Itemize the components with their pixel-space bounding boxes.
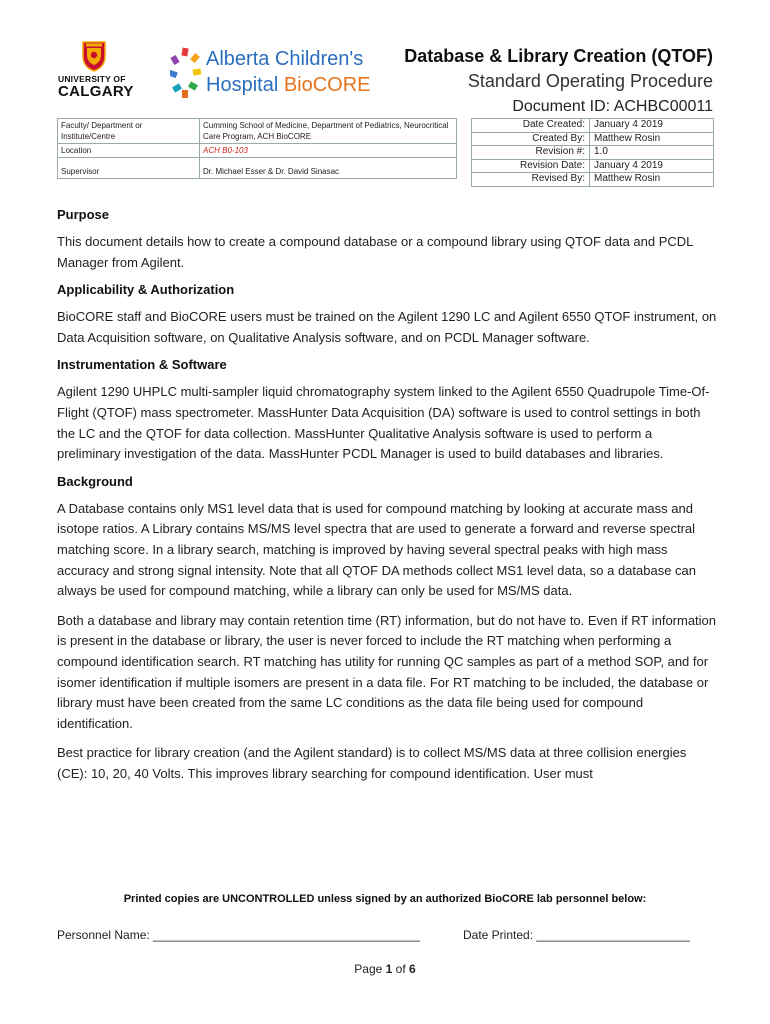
rev-key: Revision Date: [472,159,590,173]
rev-key: Date Created: [472,119,590,133]
paragraph-applicability: BioCORE staff and BioCORE users must be trained on the Agilent 1290 LC and Agilent 6550 QTOF instrument, on Data Acquisition software, on Qualitative Analysis software, and on PCDL Manager software. [57,309,717,345]
rev-value: January 4 2019 [590,159,714,173]
pinwheel-icon [170,46,204,100]
rev-row [472,173,714,187]
info-key: Supervisor [58,158,200,179]
rev-value: Matthew Rosin [590,132,714,146]
rev-row [472,132,714,146]
acb-text-line1: Alberta Children's [206,48,364,70]
heading-applicability: Applicability & Authorization [57,282,235,298]
info-value: Cumming School of Medicine, Department of Pediatrics, Neurocritical Care Program, ACH BioCORE [200,119,457,144]
info-row-location [58,144,457,158]
heading-background: Background [57,473,133,489]
document-title: Database & Library Creation (QTOF) [404,46,713,66]
info-value: ACH B0-103 [200,144,457,158]
info-row-supervisor [58,158,457,179]
rev-value: January 4 2019 [590,119,714,133]
acb-text-line2 [206,74,371,97]
info-value: Dr. Michael Esser & Dr. David Sinasac [200,158,457,179]
page-current: 1 [385,962,393,976]
page-label: Page [354,962,386,976]
rev-key: Revised By: [472,173,590,187]
paragraph-background-3: Best practice for library creation (and the Agilent standard) is to collect MS/MS data at three collision energies (CE): 10, 20, 40 Volts. This improves library searching for compound identification. User must [57,745,687,781]
page-total: 6 [409,962,416,976]
paragraph-background-1: A Database contains only MS1 level data that is used for compound matching by looking at accurate mass and isotope ratios. A Library contains MS/MS level spectra that are used to generate a forward and reverse spectral matching score. In a library search, matching is improved by having several spectral peaks with high mass accuracy and strong signal intensity. Note that all QTOF DA methods collect MS1 level data, so a database can always be used for compound matching, while a library can only be used for MS/MS data. [57,500,697,599]
rev-key: Revision #: [472,146,590,160]
info-table [57,118,457,179]
acb-text-hospital: Hospital [206,74,284,96]
info-key: Location [58,144,200,158]
acb-text-biocore: BioCORE [283,74,371,96]
revision-table [471,118,714,187]
document-subtitle: Standard Operating Procedure [467,71,713,91]
document-id: Document ID: ACHBC00011 [512,98,713,115]
crest-icon [81,40,107,72]
page-number [0,962,770,976]
paragraph-instrumentation: Agilent 1290 UHPLC multi-sampler liquid chromatography system linked to the Agilent 6550 Quadrupole Time-Of-Flight (QTOF) mass spectrometer. MassHunter Data Acquisition (DA) software is used to control settings in both the LC and the QTOF for data collection. MassHunter Qualitative Analysis software is used to perform a preliminary investigation of the data. MassHunter PCDL Manager is used to build databases and libraries. [57,384,710,462]
uncontrolled-copy-note: Printed copies are UNCONTROLLED unless signed by an authorized BioCORE lab personnel below: [123,893,647,905]
uc-text-line1: UNIVERSITY OF [58,74,126,84]
uc-text-line2: CALGARY [58,83,134,100]
title-block [404,46,713,116]
acb-biocore-logo [170,44,390,102]
paragraph-background-2: Both a database and library may contain retention time (RT) information, but do not have to. Even if RT information is present in the database or library, the user is never forced to include the RT matching when performing a compound identification search. RT matching has utility for running QC samples as part of a method SOP, and for isomer identification if multiple isomers are present in a data file. For RT matching to be included, the database or library must have been created from the same LC conditions as the data file being used for compound identification. [57,612,717,731]
rev-row [472,146,714,160]
heading-purpose: Purpose [57,207,110,222]
date-printed-field: Date Printed: _______________________ [463,928,690,942]
page-of: of [392,962,410,976]
personnel-name-field: Personnel Name: ________________________________________ [57,928,420,942]
university-of-calgary-logo [54,40,138,102]
document-body [57,207,717,793]
rev-key: Created By: [472,132,590,146]
paragraph-purpose: This document details how to create a compound database or a compound library using QTOF data and PCDL Manager from Agilent. [57,234,693,270]
rev-value: 1.0 [590,146,714,160]
info-row-faculty [58,119,457,144]
rev-row [472,119,714,133]
heading-instrumentation: Instrumentation & Software [57,357,227,373]
rev-value: Matthew Rosin [590,173,714,187]
rev-row [472,159,714,173]
info-key: Faculty/ Department or Institute/Centre [58,119,200,144]
